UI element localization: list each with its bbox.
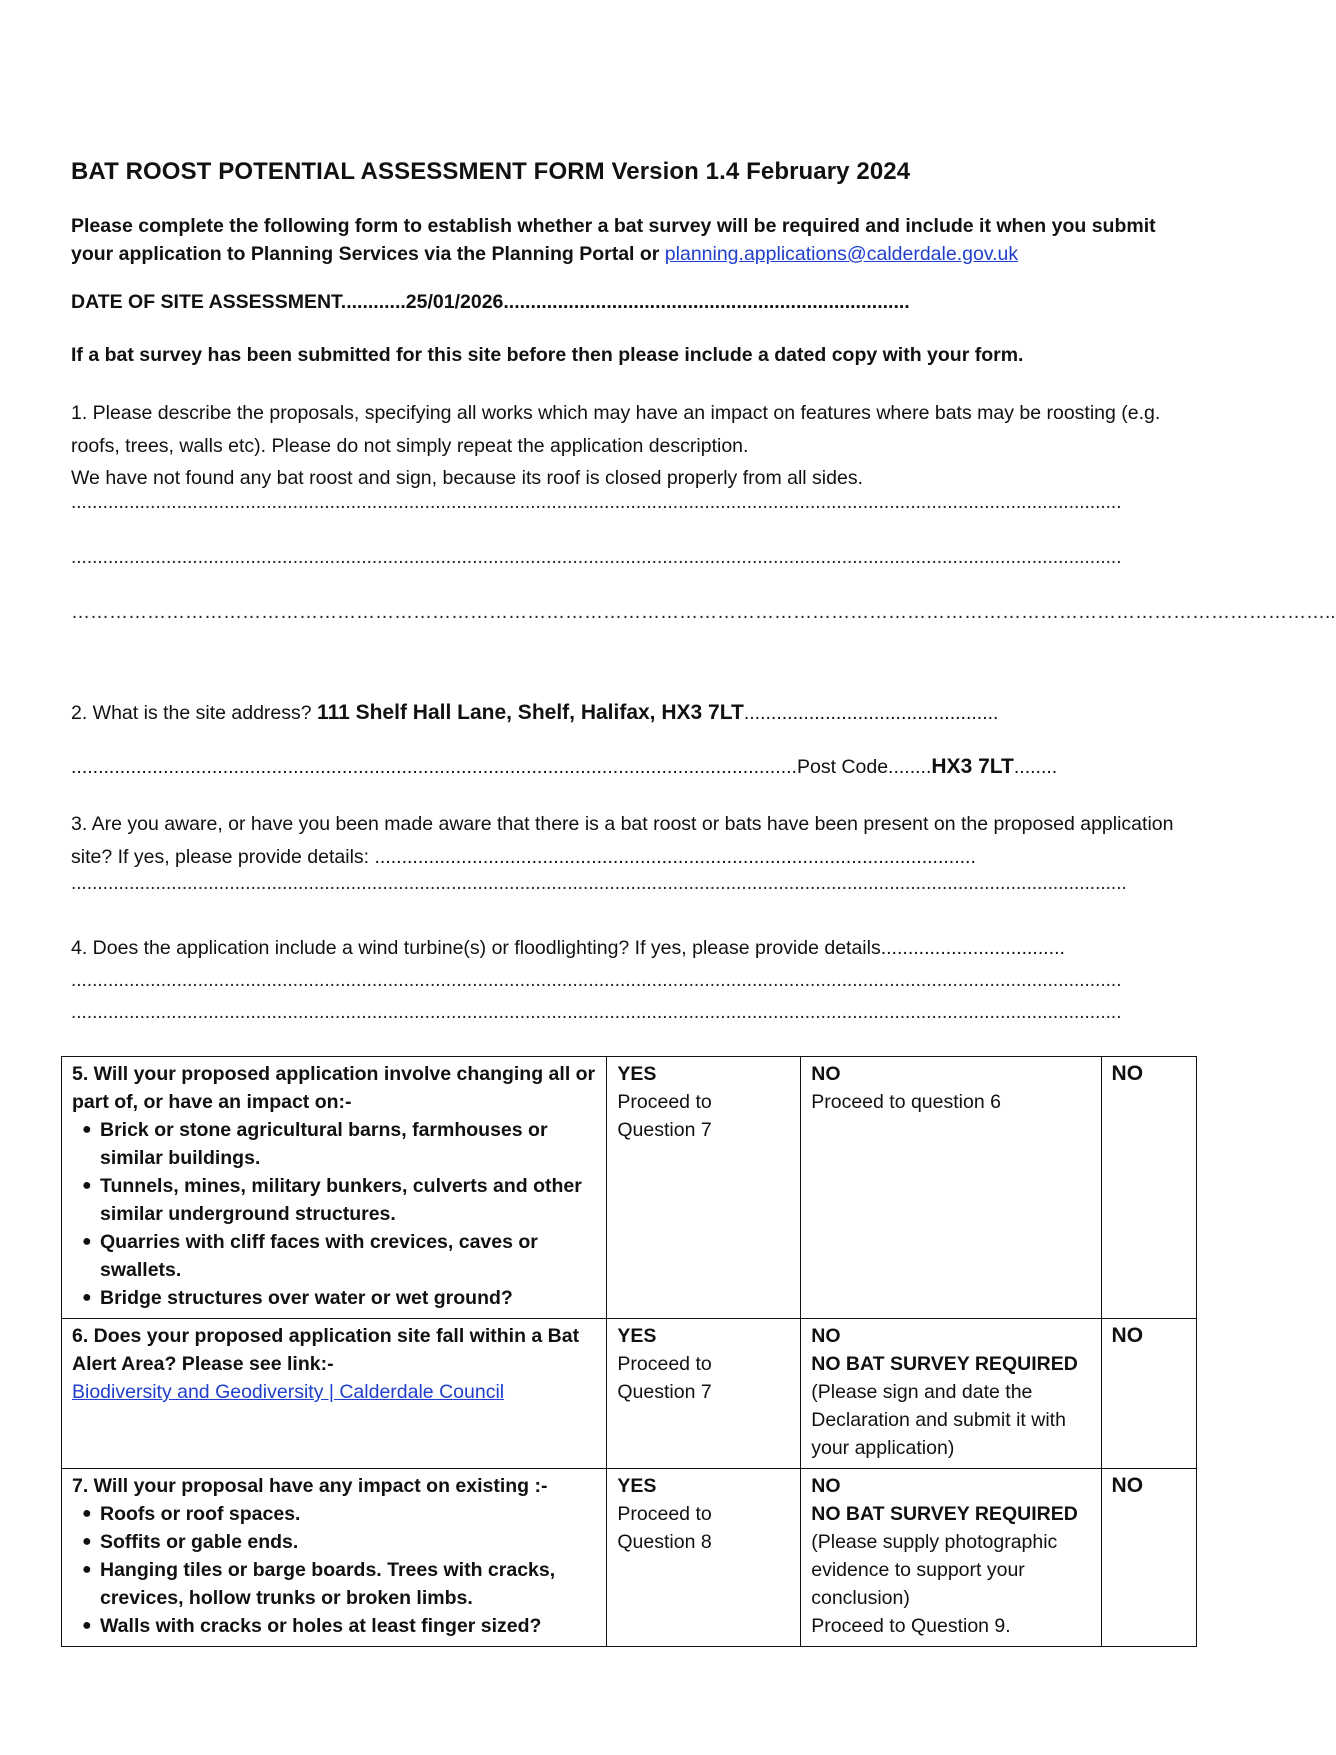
question-2-text: 2. What is the site address? — [71, 702, 312, 724]
question-2 — [71, 701, 998, 725]
no-heading: NO — [811, 1475, 841, 1497]
postcode-dots: ........ — [1013, 756, 1058, 778]
yes-heading: YES — [617, 1325, 657, 1347]
yes-cell — [607, 1469, 801, 1647]
no-next-step: Proceed to Question 9. — [811, 1615, 1011, 1637]
yes-cell — [607, 1057, 801, 1319]
no-survey-required: NO BAT SURVEY REQUIRED — [811, 1353, 1078, 1375]
no-heading: NO — [811, 1063, 841, 1085]
answer-dotted-line: ....................................................................................................................................................................................................... — [71, 547, 1122, 568]
answer-value[interactable]: NO — [1111, 1474, 1144, 1497]
question-5-text: 5. Will your proposed application involve changing all or part of, or have an impact on:- — [72, 1063, 596, 1113]
answer-value[interactable]: NO — [1111, 1062, 1144, 1085]
question-cell — [62, 1319, 607, 1469]
yes-instruction: Proceed to Question 8 — [617, 1503, 712, 1553]
address-dots: ............................................... — [743, 702, 999, 724]
question-1-answer[interactable]: We have not found any bat roost and sign, because its roof is closed properly from all sides. — [71, 467, 863, 489]
no-cell — [801, 1319, 1101, 1469]
question-4: 4. Does the application include a wind turbine(s) or floodlighting? If yes, please provide details.................................. — [71, 937, 1065, 959]
list-item: ● Quarries with cliff faces with crevices, caves or swallets. — [100, 1228, 596, 1284]
bullet-icon: ● — [82, 1617, 92, 1634]
no-survey-required: NO BAT SURVEY REQUIRED — [811, 1503, 1078, 1525]
question-7-text: 7. Will your proposal have any impact on existing :- — [72, 1475, 548, 1497]
answer-cell[interactable] — [1101, 1057, 1196, 1319]
bullet-list — [72, 1116, 596, 1312]
table-row — [62, 1319, 1197, 1469]
yes-cell — [607, 1319, 801, 1469]
table-row — [62, 1469, 1197, 1647]
site-address-field[interactable]: 111 Shelf Hall Lane, Shelf, Halifax, HX3 7LT — [317, 701, 744, 724]
bullet-icon: ● — [82, 1177, 92, 1194]
bat-alert-link[interactable]: Biodiversity and Geodiversity | Calderdale Council — [72, 1381, 505, 1403]
questions-table — [61, 1056, 1197, 1647]
postcode-line — [71, 755, 1057, 779]
yes-heading: YES — [617, 1063, 657, 1085]
list-item: ● Brick or stone agricultural barns, farmhouses or similar buildings. — [100, 1116, 596, 1172]
no-cell — [801, 1469, 1101, 1647]
answer-dotted-line: ........................................................................................................................................................................................................ — [71, 873, 1127, 894]
answer-cell[interactable] — [1101, 1319, 1196, 1469]
answer-dotted-line: ....................................................................................................................................................................................................... — [71, 492, 1122, 513]
answer-dotted-line: ....................................................................................................................................................................................................... — [71, 970, 1122, 991]
no-cell — [801, 1057, 1101, 1319]
list-item: ● Roofs or roof spaces. — [100, 1500, 596, 1528]
question-cell — [62, 1057, 607, 1319]
answer-dotted-line: ....................................................................................................................................................................................................... — [71, 1002, 1122, 1023]
answer-cell[interactable] — [1101, 1469, 1196, 1647]
question-cell — [62, 1469, 607, 1647]
bullet-icon: ● — [82, 1289, 92, 1306]
yes-instruction: Proceed to Question 7 — [617, 1353, 712, 1403]
question-6-text: 6. Does your proposed application site fall within a Bat Alert Area? Please see link:- — [72, 1325, 580, 1375]
bullet-icon: ● — [82, 1561, 92, 1578]
bullet-icon: ● — [82, 1121, 92, 1138]
date-of-assessment: DATE OF SITE ASSESSMENT............25/01/2026........................................................................... — [71, 291, 910, 313]
table-row — [62, 1057, 1197, 1319]
prior-survey-note: If a bat survey has been submitted for this site before then please include a dated copy with your form. — [71, 344, 1024, 366]
bullet-list — [72, 1500, 596, 1640]
no-instruction: (Please supply photographic evidence to support your conclusion) — [811, 1531, 1058, 1609]
question-1 — [71, 397, 1181, 495]
intro-paragraph — [71, 212, 1181, 268]
address-dots-line: ...................................................................................................................................... — [71, 756, 797, 778]
list-item: ● Hanging tiles or barge boards. Trees with cracks, crevices, hollow trunks or broken limbs. — [100, 1556, 596, 1612]
bullet-icon: ● — [82, 1233, 92, 1250]
list-item: ● Soffits or gable ends. — [100, 1528, 596, 1556]
list-item: ● Tunnels, mines, military bunkers, culverts and other similar underground structures. — [100, 1172, 596, 1228]
postcode-label: Post Code........ — [796, 756, 932, 778]
question-1-text: 1. Please describe the proposals, specifying all works which may have an impact on features where bats may be roosting (e.g. roofs, trees, walls etc). Please do not simply repeat the application description. — [71, 402, 1161, 457]
no-heading: NO — [811, 1325, 841, 1347]
answer-value[interactable]: NO — [1111, 1324, 1144, 1347]
intro-text: Please complete the following form to establish whether a bat survey will be required and include it when you submit your application to Planning Services via the Planning Portal or — [71, 215, 1156, 265]
bullet-icon: ● — [82, 1505, 92, 1522]
email-link[interactable]: planning.applications@calderdale.gov.uk — [664, 243, 1019, 265]
list-item: ● Bridge structures over water or wet ground? — [100, 1284, 596, 1312]
postcode-field[interactable]: HX3 7LT — [931, 755, 1014, 778]
no-instruction: Proceed to question 6 — [811, 1091, 1001, 1113]
question-3: 3. Are you aware, or have you been made aware that there is a bat roost or bats have been present on the proposed application site? If yes, please provide details: ............................................................................................................... — [71, 813, 1174, 868]
page-title: BAT ROOST POTENTIAL ASSESSMENT FORM Version 1.4 February 2024 — [71, 158, 911, 185]
yes-instruction: Proceed to Question 7 — [617, 1091, 712, 1141]
list-item: ● Walls with cracks or holes at least finger sized? — [100, 1612, 596, 1640]
answer-dotted-line: ……………………………………………………………………………………………………………………………………………………………………………….. — [71, 602, 1336, 623]
yes-heading: YES — [617, 1475, 657, 1497]
bullet-icon: ● — [82, 1533, 92, 1550]
no-instruction: (Please sign and date the Declaration and submit it with your application) — [811, 1381, 1066, 1459]
